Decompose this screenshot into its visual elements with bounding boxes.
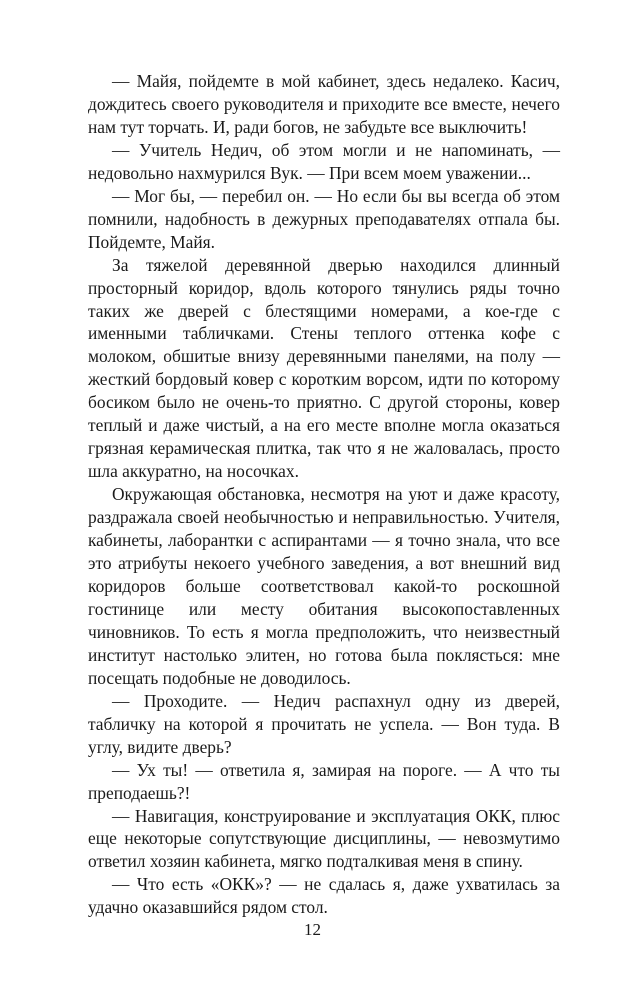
paragraph-9: — Что есть «ОКК»? — не сдалась я, даже ухватилась за удачно оказавшийся рядом стол.: [88, 874, 560, 918]
paragraph-3: — Мог бы, — перебил он. — Но если бы вы всегда об этом помнили, надобность в дежурных преподавателях отпала бы. Пойдемте, Майя.: [88, 185, 560, 252]
paragraph-4: За тяжелой деревянной дверью находился длинный просторный коридор, вдоль которого тянулись ряды точно таких же дверей с блестящими номерами, а кое-где с именными табличками. Стены теплого оттенка кофе с молоком, обшитые внизу деревянными панелями, на полу — жесткий бордовый ковер с коротким ворсом, идти по которому босиком было не очень-то приятно. С другой стороны, ковер теплый и даже чистый, а на его месте вполне могла оказаться грязная керамическая плитка, так что я не жаловалась, просто шла аккуратно, на носочках.: [88, 254, 560, 482]
paragraph-5: Окружающая обстановка, несмотря на уют и даже красоту, раздражала своей необычностью и неправильностью. Учителя, кабинеты, лаборантки с аспирантами — я точно знала, что все это атрибуты некоего учебного заведения, а вот внешний вид коридоров больше соответствовал какой-то роскошной гостинице или месту обитания высокопоставленных чиновников. То есть я могла предположить, что неизвестный институт настолько элитен, но готова была поклясться: мне посещать подобные не доводилось.: [88, 484, 560, 688]
paragraph-6: — Проходите. — Недич распахнул одну из дверей, табличку на которой я прочитать не успела. — Вон туда. В углу, видите дверь?: [88, 690, 560, 757]
paragraph-1: — Майя, пойдемте в мой кабинет, здесь недалеко. Касич, дождитесь своего руководителя и приходите все вместе, нечего нам тут торчать. И, ради богов, не забудьте все выключить!: [88, 71, 560, 137]
page-number: 12: [304, 920, 321, 939]
book-page-text: [88, 70, 560, 919]
paragraph-7: — Ух ты! — ответила я, замирая на пороге. — А что ты преподаешь?!: [88, 759, 560, 803]
paragraph-8: — Навигация, конструирование и эксплуатация ОКК, плюс еще некоторые сопутствующие дисциплины, — невозмутимо ответил хозяин кабинета, мягко подталкивая меня в спину.: [88, 805, 560, 872]
paragraph-2: — Учитель Недич, об этом могли и не напоминать, — недовольно нахмурился Вук. — При всем моем уважении...: [88, 139, 560, 183]
